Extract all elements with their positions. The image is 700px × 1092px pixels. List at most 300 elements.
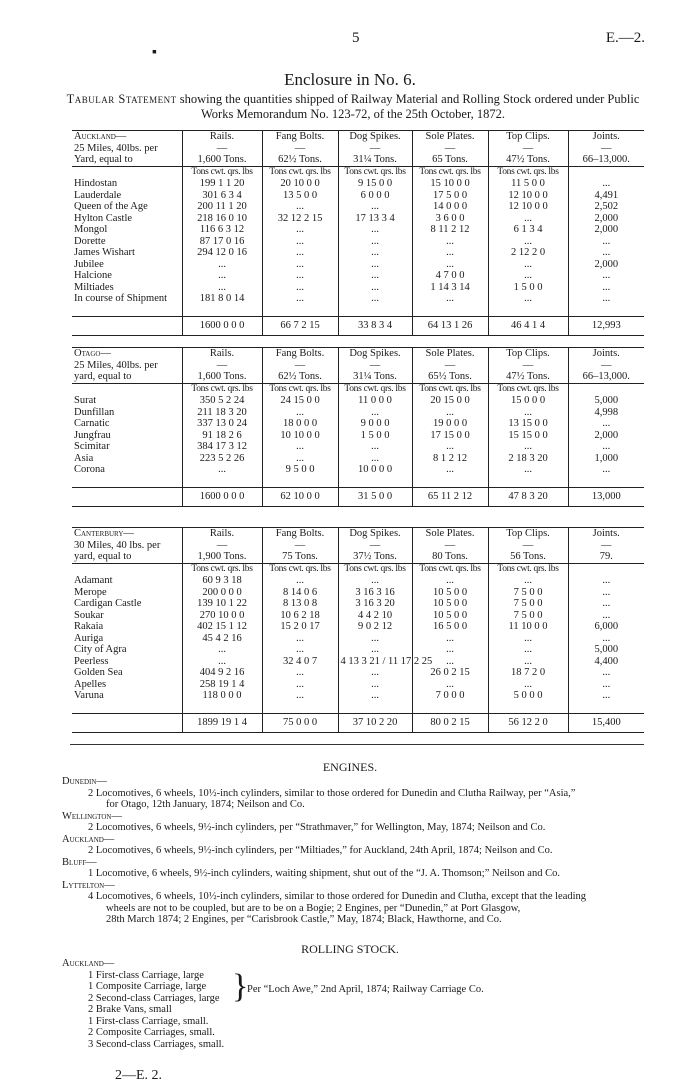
cell-sole: 16 5 0 0 bbox=[412, 621, 488, 633]
total-value: 56 12 2 0 bbox=[488, 714, 568, 733]
cell-dog: 1 5 0 0 bbox=[338, 430, 412, 442]
blank bbox=[338, 476, 412, 488]
ship-name: Miltiades bbox=[72, 282, 182, 294]
cell-dog: 3 16 3 20 bbox=[338, 598, 412, 610]
engine-place: Dunedin— bbox=[62, 776, 107, 787]
total-value: 1899 19 1 4 bbox=[182, 714, 262, 733]
cell-sole: ... bbox=[412, 575, 488, 587]
table-row bbox=[72, 644, 644, 656]
blank bbox=[568, 563, 644, 575]
blank bbox=[262, 702, 338, 714]
table-row bbox=[72, 633, 644, 645]
quantity-ordered: 47½ Tons. bbox=[488, 154, 568, 166]
table-row bbox=[72, 213, 644, 225]
unit-header: Tons cwt. qrs. lbs bbox=[488, 383, 568, 395]
cell-clips: ... bbox=[488, 213, 568, 225]
header-dash: — bbox=[412, 360, 488, 372]
total-value: 37 10 2 20 bbox=[338, 714, 412, 733]
cell-fang: ... bbox=[262, 270, 338, 282]
column-header: Sole Plates. bbox=[412, 528, 488, 540]
cell-joints: 2,502 bbox=[594, 201, 619, 212]
cell-joints: ... bbox=[602, 678, 611, 690]
cell-rails: 116 6 3 12 bbox=[182, 224, 262, 236]
rolling-stock-title: ROLLING STOCK. bbox=[301, 942, 399, 956]
cell-rails: 402 15 1 12 bbox=[182, 621, 262, 633]
brace: } bbox=[232, 967, 249, 1005]
cell-dog: ... bbox=[338, 667, 412, 679]
header-dash: — bbox=[338, 360, 412, 372]
cell-sole: 19 0 0 0 bbox=[412, 418, 488, 430]
engine-text: 1 Locomotive, 6 wheels, 9½-inch cylinders, waiting shipment, shut out of the “J. A. Thomson;” Neilson and Co. bbox=[88, 868, 560, 879]
cell-joints: 2,000 bbox=[594, 258, 619, 270]
cell-fang: 32 12 2 15 bbox=[262, 213, 338, 225]
quantity-ordered: 1,600 Tons. bbox=[182, 371, 262, 383]
table-row bbox=[72, 610, 644, 622]
enclosure-title: Enclosure in No. 6. bbox=[284, 70, 416, 89]
cell-fang: ... bbox=[262, 690, 338, 702]
cell-fang: 18 0 0 0 bbox=[262, 418, 338, 430]
table-row bbox=[72, 587, 644, 599]
rolling-stock-item: 1 First-class Carriage, large bbox=[88, 969, 204, 981]
engine-place: Bluff— bbox=[62, 856, 97, 868]
cell-joints: ... bbox=[602, 609, 611, 621]
cell-rails: 218 16 0 10 bbox=[182, 213, 262, 225]
spec-row bbox=[72, 540, 644, 552]
quantity-ordered: 62½ Tons. bbox=[262, 371, 338, 383]
table-row bbox=[72, 190, 644, 202]
blank bbox=[262, 476, 338, 488]
cell-joints: 2,000 bbox=[594, 429, 619, 441]
header-dash: — bbox=[262, 143, 338, 155]
cell-rails: 301 6 3 4 bbox=[182, 190, 262, 202]
cell-clips: 13 15 0 0 bbox=[488, 418, 568, 430]
cell-fang: ... bbox=[262, 679, 338, 691]
cell-fang: ... bbox=[262, 575, 338, 587]
cell-dog: ... bbox=[338, 282, 412, 294]
cell-dog: ... bbox=[338, 644, 412, 656]
rolling-stock-note: Per “Loch Awe,” 2nd April, 1874; Railway Carriage Co. bbox=[247, 983, 484, 995]
header-dash: — bbox=[488, 143, 568, 155]
column-header: Top Clips. bbox=[488, 528, 568, 540]
cell-dog: 10 0 0 0 bbox=[338, 464, 412, 476]
unit-header: Tons cwt. qrs. lbs bbox=[182, 563, 262, 575]
table-header-row bbox=[72, 348, 644, 360]
ship-name: Varuna bbox=[72, 690, 182, 702]
cell-dog: 6 0 0 0 bbox=[338, 190, 412, 202]
ship-name: Cardigan Castle bbox=[72, 598, 182, 610]
engine-text-cont: wheels are not to be coupled, but are to be on a Bogie; 2 Engines, per “Dunedin,” at Port Glasgow, bbox=[106, 902, 521, 914]
cell-joints: 1,000 bbox=[594, 452, 619, 464]
table-row bbox=[72, 407, 644, 419]
cell-sole: ... bbox=[412, 679, 488, 691]
column-header: Joints. bbox=[568, 131, 644, 143]
quantity-ordered: 31¼ Tons. bbox=[338, 154, 412, 166]
blank bbox=[488, 305, 568, 317]
blank bbox=[568, 305, 644, 317]
blank bbox=[72, 305, 182, 317]
cell-rails: 270 10 0 0 bbox=[182, 610, 262, 622]
cell-dog: ... bbox=[338, 633, 412, 645]
cell-dog: ... bbox=[338, 690, 412, 702]
cell-clips: 1 5 0 0 bbox=[488, 282, 568, 294]
spec-row bbox=[72, 143, 644, 155]
total-value: 80 0 2 15 bbox=[412, 714, 488, 733]
page-number: 5 bbox=[352, 30, 360, 46]
unit-header: Tons cwt. qrs. lbs bbox=[488, 563, 568, 575]
blank bbox=[182, 305, 262, 317]
region-label: Otago— bbox=[72, 348, 182, 360]
ship-name: In course of Shipment bbox=[72, 293, 182, 305]
column-header: Sole Plates. bbox=[412, 348, 488, 360]
cell-clips: 11 5 0 0 bbox=[488, 178, 568, 190]
unit-header: Tons cwt. qrs. lbs bbox=[338, 383, 412, 395]
cell-dog: ... bbox=[338, 270, 412, 282]
cell-joints: 4,400 bbox=[594, 655, 619, 667]
cell-clips: ... bbox=[488, 259, 568, 271]
cell-joints: 5,000 bbox=[594, 644, 619, 655]
cell-rails: 87 17 0 16 bbox=[182, 236, 262, 248]
spacer-row bbox=[72, 476, 644, 488]
column-header: Fang Bolts. bbox=[262, 528, 338, 540]
ship-name: Carnatic bbox=[72, 418, 182, 430]
total-value: 47 8 3 20 bbox=[488, 488, 568, 507]
cell-rails: 294 12 0 16 bbox=[182, 247, 262, 259]
spacer-row bbox=[72, 702, 644, 714]
engine-place: Auckland— bbox=[62, 833, 115, 845]
total-value: 33 8 3 4 bbox=[338, 317, 412, 336]
cell-joints: ... bbox=[602, 598, 611, 609]
column-header: Sole Plates. bbox=[412, 131, 488, 143]
cell-dog: ... bbox=[338, 453, 412, 465]
cell-fang: ... bbox=[262, 407, 338, 419]
cell-clips: 2 12 2 0 bbox=[488, 247, 568, 259]
cell-rails: ... bbox=[182, 644, 262, 656]
table-row bbox=[72, 453, 644, 465]
blank bbox=[412, 305, 488, 317]
cell-fang: 15 2 0 17 bbox=[262, 621, 338, 633]
table-header-row bbox=[72, 131, 644, 143]
ship-name: James Wishart bbox=[72, 247, 182, 259]
totals-row bbox=[72, 488, 644, 507]
cell-fang: ... bbox=[262, 453, 338, 465]
unit-header: Tons cwt. qrs. lbs bbox=[338, 563, 412, 575]
quantity-ordered: 37½ Tons. bbox=[338, 551, 412, 563]
table-row bbox=[72, 236, 644, 248]
quantity-ordered: 1,600 Tons. bbox=[182, 154, 262, 166]
cell-rails: 350 5 2 24 bbox=[182, 395, 262, 407]
cell-fang: 8 13 0 8 bbox=[262, 598, 338, 610]
blank bbox=[488, 702, 568, 714]
cell-dog: ... bbox=[338, 407, 412, 419]
cell-sole: ... bbox=[412, 236, 488, 248]
cell-fang: 10 6 2 18 bbox=[262, 610, 338, 622]
engine-text: 2 Locomotives, 6 wheels, 10½-inch cylinders, similar to those ordered for Dunedin and Clutha Railway, per “Asia,” bbox=[88, 787, 576, 799]
quantity-ordered: 31¼ Tons. bbox=[338, 371, 412, 383]
table-row bbox=[72, 430, 644, 442]
header-dash: — bbox=[182, 143, 262, 155]
table-row bbox=[72, 679, 644, 691]
cell-joints: ... bbox=[602, 632, 611, 644]
header-dash: — bbox=[601, 142, 612, 154]
ship-name: Apelles bbox=[72, 679, 182, 691]
cell-rails: 384 17 3 12 bbox=[182, 441, 262, 453]
engine-place: Lyttelton— bbox=[62, 879, 115, 891]
table-row bbox=[72, 201, 644, 213]
cell-clips: 11 10 0 0 bbox=[488, 621, 568, 633]
cell-clips: 5 0 0 0 bbox=[488, 690, 568, 702]
cell-fang: ... bbox=[262, 236, 338, 248]
cell-sole: 26 0 2 15 bbox=[412, 667, 488, 679]
cell-clips: ... bbox=[488, 270, 568, 282]
cell-sole: ... bbox=[412, 644, 488, 656]
unit-header: Tons cwt. qrs. lbs bbox=[262, 563, 338, 575]
blank bbox=[412, 702, 488, 714]
column-header: Rails. bbox=[182, 528, 262, 540]
cell-rails: 91 18 2 6 bbox=[182, 430, 262, 442]
rolling-stock-item: 2 Second-class Carriages, large bbox=[88, 992, 220, 1004]
cell-joints: 4,998 bbox=[594, 406, 619, 418]
cell-dog: ... bbox=[338, 575, 412, 587]
cell-sole: 14 0 0 0 bbox=[412, 201, 488, 213]
spec-text: yard, equal to bbox=[72, 371, 182, 383]
cell-rails: 200 0 0 0 bbox=[182, 587, 262, 599]
cell-clips: ... bbox=[488, 464, 568, 476]
region-label: Canterbury— bbox=[72, 528, 182, 540]
cell-dog: 9 0 2 12 bbox=[338, 621, 412, 633]
rolling-stock-item: 2 Brake Vans, small bbox=[88, 1004, 172, 1015]
cell-fang: 32 4 0 7 bbox=[262, 656, 338, 668]
ship-name: Rakaia bbox=[72, 621, 182, 633]
blank bbox=[72, 702, 182, 714]
unit-row bbox=[72, 166, 644, 178]
blank bbox=[72, 383, 182, 395]
ship-name: Scimitar bbox=[72, 441, 182, 453]
cell-fang: ... bbox=[262, 247, 338, 259]
cell-dog: ... bbox=[338, 224, 412, 236]
header-dash: — bbox=[262, 360, 338, 372]
cell-rails: 199 1 1 20 bbox=[182, 178, 262, 190]
cell-rails: ... bbox=[182, 656, 262, 668]
blank bbox=[568, 383, 644, 395]
totals-row bbox=[72, 317, 644, 336]
table-row bbox=[72, 656, 644, 668]
blank bbox=[412, 476, 488, 488]
quantity-ordered: 80 Tons. bbox=[412, 551, 488, 563]
header-dash: — bbox=[262, 540, 338, 552]
unit-header: Tons cwt. qrs. lbs bbox=[182, 166, 262, 178]
cell-clips: ... bbox=[488, 656, 568, 668]
quantity-ordered: 1,900 Tons. bbox=[182, 551, 262, 563]
column-header: Joints. bbox=[568, 528, 644, 540]
cell-rails: 258 19 1 4 bbox=[182, 679, 262, 691]
cell-sole: ... bbox=[412, 464, 488, 476]
column-header: Dog Spikes. bbox=[338, 348, 412, 360]
cell-clips: 7 5 0 0 bbox=[488, 610, 568, 622]
cell-dog: 4 4 2 10 bbox=[338, 610, 412, 622]
spec-text: 25 Miles, 40lbs. per bbox=[72, 143, 182, 155]
blank bbox=[72, 317, 182, 336]
cell-joints: ... bbox=[602, 690, 611, 701]
cell-fang: ... bbox=[262, 259, 338, 271]
ship-name: Lauderdale bbox=[72, 190, 182, 202]
cell-sole: 8 1 2 12 bbox=[412, 453, 488, 465]
cell-fang: 8 14 0 6 bbox=[262, 587, 338, 599]
ship-name: Dorette bbox=[72, 236, 182, 248]
table-row bbox=[72, 690, 644, 702]
cell-joints: ... bbox=[602, 667, 611, 678]
ship-name: Jungfrau bbox=[72, 430, 182, 442]
ship-name: Hindostan bbox=[72, 178, 182, 190]
total-value: 65 11 2 12 bbox=[412, 488, 488, 507]
rolling-stock-section bbox=[62, 958, 662, 1050]
cell-joints: ... bbox=[602, 247, 611, 258]
cell-fang: ... bbox=[262, 293, 338, 305]
total-value: 12,993 bbox=[568, 317, 644, 336]
cell-joints: ... bbox=[602, 418, 611, 429]
cell-clips: ... bbox=[488, 293, 568, 305]
cell-sole: 1 14 3 14 bbox=[412, 282, 488, 294]
ship-name: Soukar bbox=[72, 610, 182, 622]
cell-sole: ... bbox=[412, 293, 488, 305]
engine-text-cont: for Otago, 12th January, 1874; Neilson and Co. bbox=[106, 799, 305, 810]
cell-clips: ... bbox=[488, 679, 568, 691]
cell-rails: ... bbox=[182, 259, 262, 271]
cell-joints: ... bbox=[602, 178, 611, 189]
engines-title: ENGINES. bbox=[322, 760, 378, 774]
quantity-ordered: 79. bbox=[568, 551, 644, 563]
total-value: 31 5 0 0 bbox=[338, 488, 412, 507]
column-header: Top Clips. bbox=[488, 348, 568, 360]
cell-clips: ... bbox=[488, 644, 568, 656]
total-value: 15,400 bbox=[568, 714, 644, 733]
stray-mark: ▪ bbox=[152, 45, 157, 60]
blank bbox=[568, 476, 644, 488]
quantity-ordered: 66–13,000. bbox=[568, 371, 644, 383]
header-dash: — bbox=[338, 540, 412, 552]
table-row bbox=[72, 259, 644, 271]
cell-clips: 6 1 3 4 bbox=[488, 224, 568, 236]
table-caption bbox=[62, 92, 644, 122]
ship-name: Hylton Castle bbox=[72, 213, 182, 225]
cell-sole: 17 5 0 0 bbox=[412, 190, 488, 202]
cell-sole: 20 15 0 0 bbox=[412, 395, 488, 407]
engine-text-cont: 28th March 1874; 2 Engines, per “Carisbrook Castle,” May, 1874; Black, Hawthorne, and Co. bbox=[106, 914, 502, 925]
rolling-stock-item: 3 Second-class Carriages, small. bbox=[88, 1038, 225, 1050]
ship-name: Dunfillan bbox=[72, 407, 182, 419]
cell-clips: 18 7 2 0 bbox=[488, 667, 568, 679]
cell-sole: 4 7 0 0 bbox=[412, 270, 488, 282]
ship-name: Corona bbox=[72, 464, 182, 476]
cell-joints: ... bbox=[602, 293, 611, 304]
cell-clips: 12 10 0 0 bbox=[488, 201, 568, 213]
cell-sole: ... bbox=[412, 247, 488, 259]
ship-name: Surat bbox=[72, 395, 182, 407]
unit-header: Tons cwt. qrs. lbs bbox=[262, 166, 338, 178]
spec-text: Yard, equal to bbox=[72, 154, 182, 166]
cell-dog: ... bbox=[338, 293, 412, 305]
unit-header: Tons cwt. qrs. lbs bbox=[412, 166, 488, 178]
cell-joints: ... bbox=[602, 281, 611, 293]
cell-rails: 45 4 2 16 bbox=[182, 633, 262, 645]
cell-joints: ... bbox=[602, 586, 611, 598]
cell-rails: ... bbox=[182, 282, 262, 294]
header-dash: — bbox=[601, 359, 612, 371]
quantity-row bbox=[72, 154, 644, 166]
cell-rails: 139 10 1 22 bbox=[182, 598, 262, 610]
cell-rails: ... bbox=[182, 270, 262, 282]
quantity-row bbox=[72, 551, 644, 563]
unit-header: Tons cwt. qrs. lbs bbox=[412, 383, 488, 395]
cell-rails: 211 18 3 20 bbox=[182, 407, 262, 419]
table-row bbox=[72, 247, 644, 259]
cell-sole: 17 15 0 0 bbox=[412, 430, 488, 442]
ship-name: Golden Sea bbox=[72, 667, 182, 679]
cell-joints: ... bbox=[602, 464, 611, 475]
cell-rails: 337 13 0 24 bbox=[182, 418, 262, 430]
header-dash: — bbox=[412, 143, 488, 155]
column-header: Rails. bbox=[182, 131, 262, 143]
table-row bbox=[72, 464, 644, 476]
header-dash: — bbox=[182, 540, 262, 552]
table-row bbox=[72, 418, 644, 430]
column-header: Joints. bbox=[568, 348, 644, 360]
cell-clips: ... bbox=[488, 633, 568, 645]
blank bbox=[72, 166, 182, 178]
cell-clips: 7 5 0 0 bbox=[488, 598, 568, 610]
unit-header: Tons cwt. qrs. lbs bbox=[182, 383, 262, 395]
rolling-stock-list bbox=[62, 967, 662, 1051]
unit-row bbox=[72, 563, 644, 575]
unit-header: Tons cwt. qrs. lbs bbox=[262, 383, 338, 395]
blank bbox=[72, 714, 182, 733]
cell-dog: 4 13 3 21 / 11 17 2 25 bbox=[338, 656, 412, 668]
unit-header: Tons cwt. qrs. lbs bbox=[412, 563, 488, 575]
table-row bbox=[72, 598, 644, 610]
cell-sole: 10 5 0 0 bbox=[412, 610, 488, 622]
cell-joints: 2,000 bbox=[594, 212, 619, 224]
cell-sole: ... bbox=[412, 259, 488, 271]
table-row bbox=[72, 293, 644, 305]
rolling-stock-place: Auckland— bbox=[62, 958, 115, 969]
cell-dog: 3 16 3 16 bbox=[338, 587, 412, 599]
header-dash: — bbox=[412, 540, 488, 552]
cell-dog: ... bbox=[338, 679, 412, 691]
cell-clips: ... bbox=[488, 407, 568, 419]
quantity-ordered: 75 Tons. bbox=[262, 551, 338, 563]
cell-fang: ... bbox=[262, 633, 338, 645]
header-dash: — bbox=[488, 540, 568, 552]
cell-clips: 7 5 0 0 bbox=[488, 587, 568, 599]
blank bbox=[338, 305, 412, 317]
ship-name: Adamant bbox=[72, 575, 182, 587]
blank bbox=[72, 488, 182, 507]
blank bbox=[182, 476, 262, 488]
total-value: 1600 0 0 0 bbox=[182, 488, 262, 507]
cell-joints: 2,000 bbox=[594, 224, 619, 235]
cell-sole: 8 11 2 12 bbox=[412, 224, 488, 236]
cell-fang: 20 10 0 0 bbox=[262, 178, 338, 190]
ship-name: Mongol bbox=[72, 224, 182, 236]
engine-place: Wellington— bbox=[62, 810, 122, 822]
cell-dog: ... bbox=[338, 236, 412, 248]
cell-dog: 9 0 0 0 bbox=[338, 418, 412, 430]
shipment-table bbox=[72, 130, 644, 336]
table-row bbox=[72, 395, 644, 407]
region-label: Auckland— bbox=[72, 131, 182, 143]
table-row bbox=[72, 178, 644, 190]
cell-fang: ... bbox=[262, 224, 338, 236]
cell-joints: ... bbox=[602, 575, 611, 586]
